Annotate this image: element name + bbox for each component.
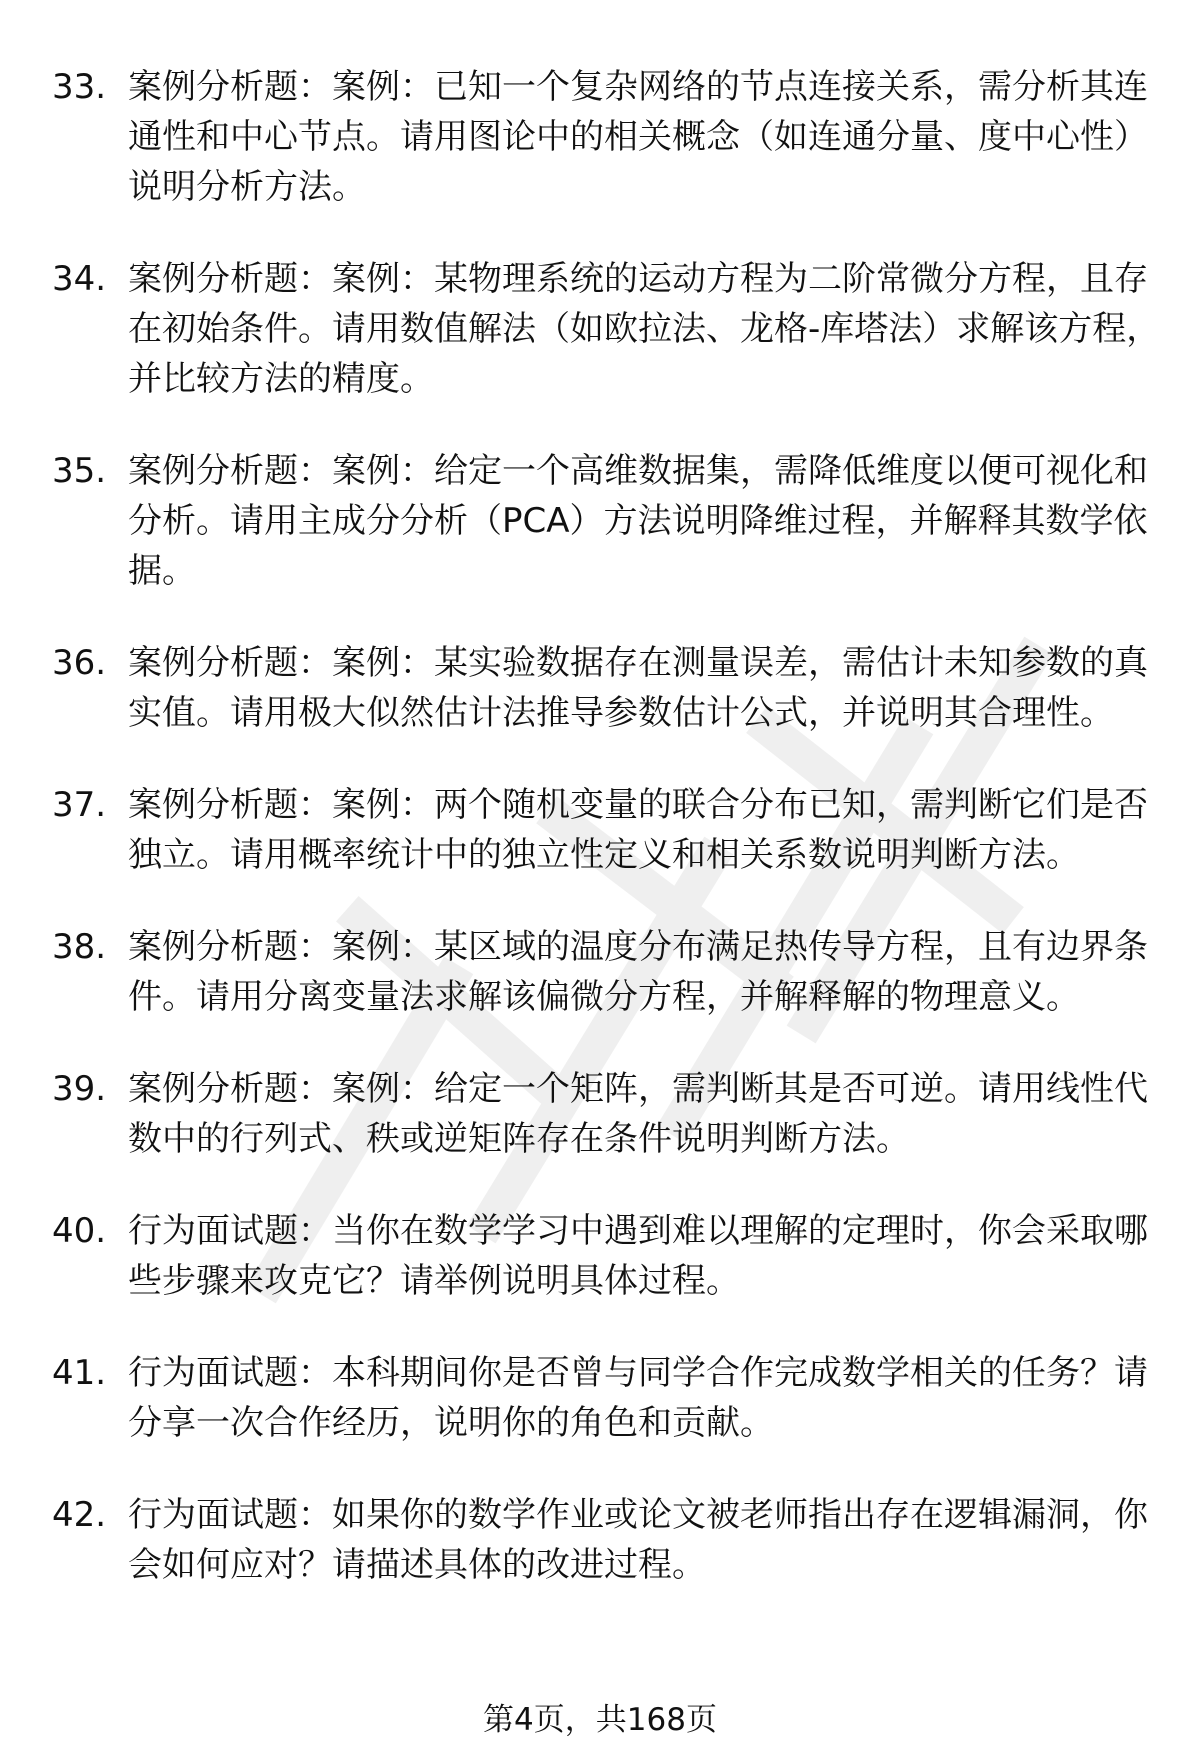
question-text: 行为面试题：如果你的数学作业或论文被老师指出存在逻辑漏洞，你会如何应对？请描述具体的改进过程。	[128, 1495, 1148, 1585]
question-item	[52, 62, 1162, 212]
question-text: 案例分析题：案例：给定一个高维数据集，需降低维度以便可视化和分析。请用主成分分析（PCA）方法说明降维过程，并解释其数学依据。	[128, 451, 1148, 591]
question-number: 33.	[52, 67, 107, 107]
question-list	[52, 62, 1162, 1632]
question-text: 行为面试题：本科期间你是否曾与同学合作完成数学相关的任务？请分享一次合作经历，说明你的角色和贡献。	[128, 1353, 1148, 1443]
question-item	[52, 1206, 1162, 1306]
page-footer: 第4页，共168页	[483, 1702, 717, 1738]
question-number: 36.	[52, 643, 107, 683]
question-text: 行为面试题：当你在数学学习中遇到难以理解的定理时，你会采取哪些步骤来攻克它？请举例说明具体过程。	[128, 1211, 1148, 1301]
question-number: 40.	[52, 1211, 107, 1251]
question-text: 案例分析题：案例：某区域的温度分布满足热传导方程，且有边界条件。请用分离变量法求解该偏微分方程，并解释解的物理意义。	[128, 927, 1148, 1017]
question-number: 42.	[52, 1495, 107, 1535]
question-text: 案例分析题：案例：某实验数据存在测量误差，需估计未知参数的真实值。请用极大似然估计法推导参数估计公式，并说明其合理性。	[128, 643, 1148, 733]
question-number: 41.	[52, 1353, 107, 1393]
question-item	[52, 446, 1162, 596]
question-number: 34.	[52, 259, 107, 299]
question-number: 37.	[52, 785, 107, 825]
question-text: 案例分析题：案例：给定一个矩阵，需判断其是否可逆。请用线性代数中的行列式、秩或逆矩阵存在条件说明判断方法。	[128, 1069, 1148, 1159]
question-item	[52, 1348, 1162, 1448]
question-item	[52, 1064, 1162, 1164]
question-item	[52, 1490, 1162, 1590]
question-text: 案例分析题：案例：已知一个复杂网络的节点连接关系，需分析其连通性和中心节点。请用图论中的相关概念（如连通分量、度中心性）说明分析方法。	[128, 67, 1148, 207]
question-number: 35.	[52, 451, 107, 491]
question-number: 38.	[52, 927, 107, 967]
question-number: 39.	[52, 1069, 107, 1109]
question-text: 案例分析题：案例：某物理系统的运动方程为二阶常微分方程，且存在初始条件。请用数值解法（如欧拉法、龙格-库塔法）求解该方程，并比较方法的精度。	[128, 259, 1161, 399]
question-item	[52, 254, 1162, 404]
question-text: 案例分析题：案例：两个随机变量的联合分布已知，需判断它们是否独立。请用概率统计中的独立性定义和相关系数说明判断方法。	[128, 785, 1148, 875]
question-item	[52, 638, 1162, 738]
question-item	[52, 780, 1162, 880]
question-item	[52, 922, 1162, 1022]
